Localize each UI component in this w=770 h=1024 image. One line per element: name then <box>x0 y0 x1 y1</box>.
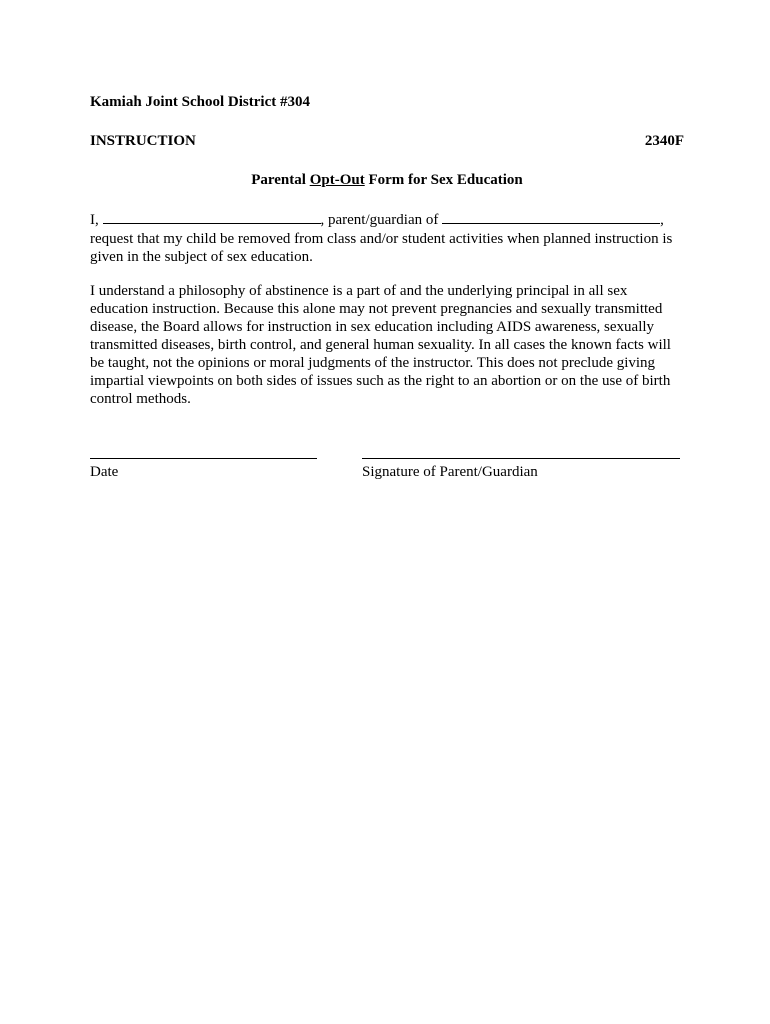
parent-name-blank[interactable] <box>103 210 321 224</box>
parent-signature-line[interactable] <box>362 458 680 459</box>
request-text: request that my child be removed from class and/or student activities when planned instruction is given in the subject of sex education. <box>90 230 673 265</box>
parent-signature-label: Signature of Parent/Guardian <box>362 464 538 480</box>
section-header <box>90 133 684 150</box>
date-line[interactable] <box>90 458 317 459</box>
request-paragraph <box>90 210 684 267</box>
policy-number: 2340F <box>644 133 684 149</box>
form-title <box>90 172 684 189</box>
form-title-suffix: Form for Sex Education <box>364 172 523 188</box>
request-intro: I, <box>90 212 103 228</box>
section-title: INSTRUCTION <box>90 133 196 149</box>
form-title-prefix: Parental <box>251 172 310 188</box>
district-name: Kamiah Joint School District #304 <box>90 94 310 110</box>
form-title-opt-out: Opt-Out <box>309 172 365 188</box>
request-guardian-of: , parent/guardian of <box>320 212 443 228</box>
date-label: Date <box>90 464 119 480</box>
child-name-blank[interactable] <box>442 210 660 224</box>
statement-paragraph: I understand a philosophy of abstinence is a part of and the underlying principal in all sex education instruction. Because this alone may not prevent pregnancies and sexually transmitted disease, the Board allows for instruction in sex education including AIDS awareness, sexually transmitted diseases, birth control, and general human sexuality. In all cases the known facts will be taught, not the opinions or moral judgments of the instructor. This does not preclude giving impartial viewpoints on both sides of issues such as the right to an abortion or on the use of birth control methods. <box>90 283 671 407</box>
request-comma: , <box>660 212 664 228</box>
